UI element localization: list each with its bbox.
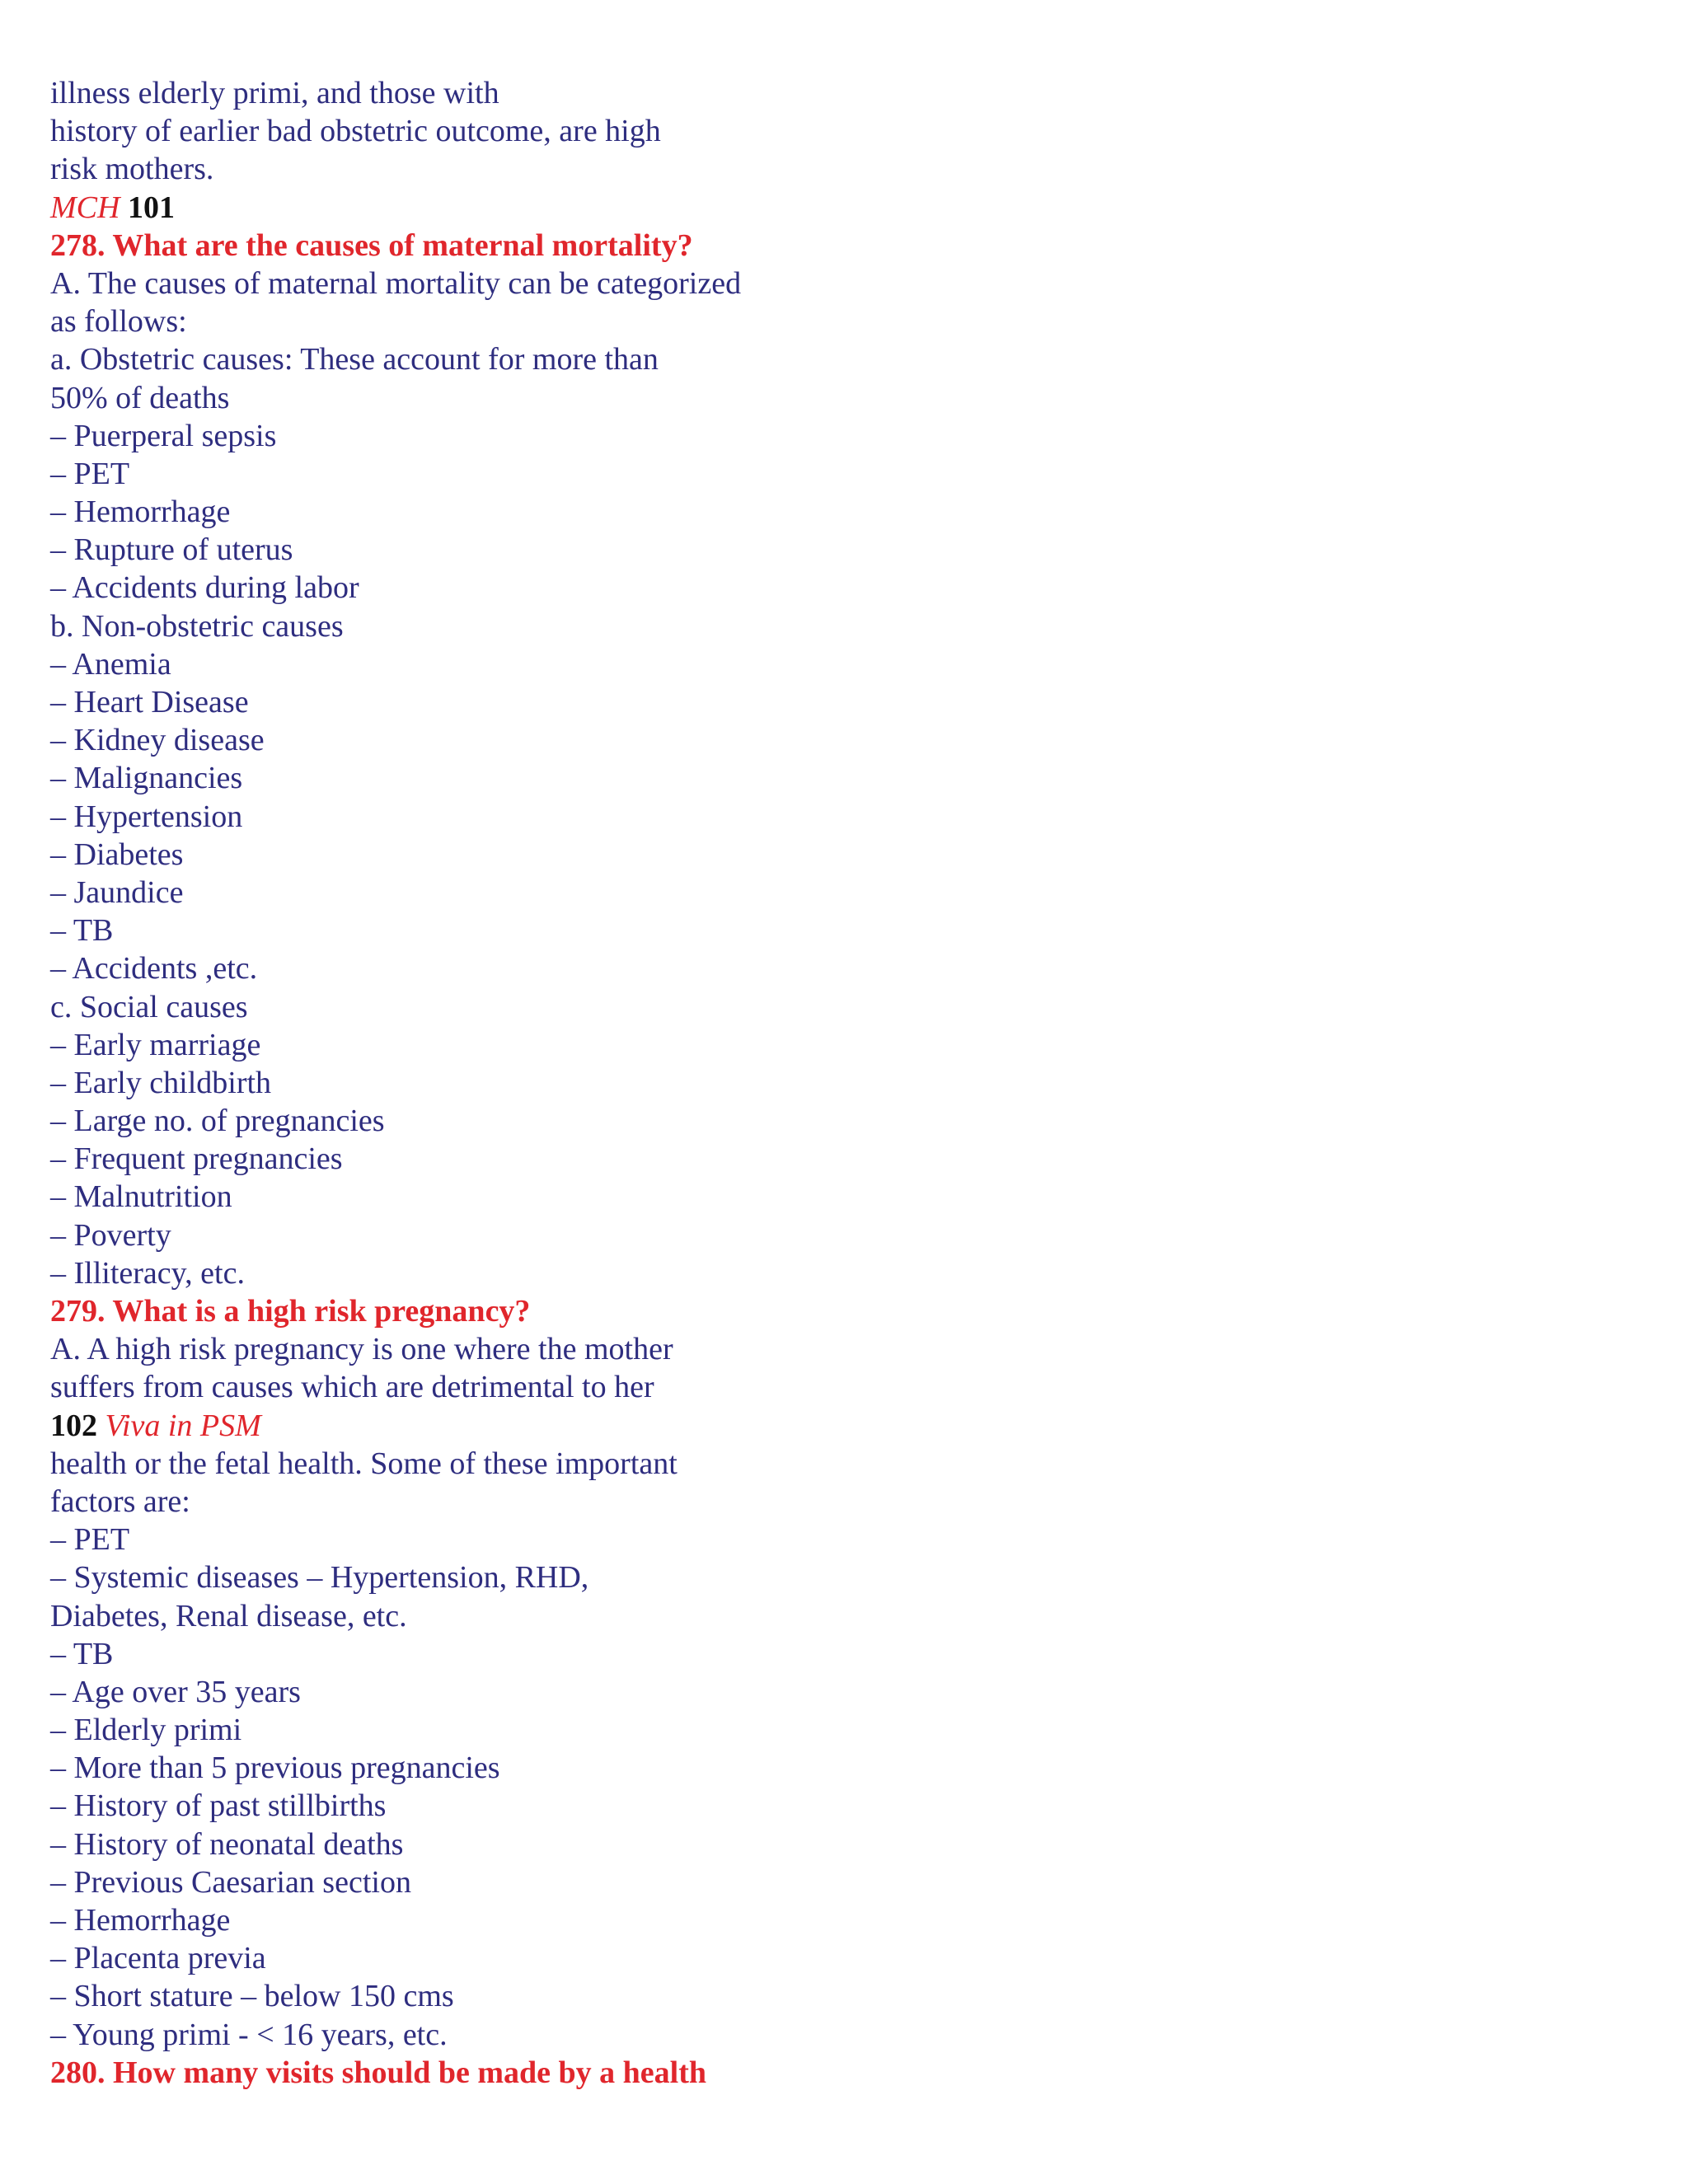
- list-item: – PET: [50, 456, 130, 491]
- list-item: – Early marriage: [50, 1027, 261, 1062]
- text-line: as follows:: [50, 304, 187, 340]
- running-head-mch: [50, 189, 1616, 227]
- text-line: history of earlier bad obstetric outcome, are high: [50, 114, 661, 149]
- text-line: b. Non-obstetric causes: [50, 608, 344, 644]
- list-item: – Elderly primi: [50, 1713, 242, 1748]
- list-item: – TB: [50, 1636, 114, 1671]
- running-head-title: Viva in PSM: [105, 1408, 261, 1443]
- text-line: risk mothers.: [50, 152, 214, 187]
- list-item: – Heart Disease: [50, 685, 249, 719]
- text-line: a. Obstetric causes: These account for more than: [50, 342, 659, 377]
- list-item: – Kidney disease: [50, 723, 265, 758]
- list-item: – Short stature – below 150 cms: [50, 1979, 454, 2014]
- list-item: – History of neonatal deaths: [50, 1826, 404, 1862]
- question-279-heading: 279. What is a high risk pregnancy?: [50, 1294, 531, 1329]
- list-item: – Poverty: [50, 1217, 171, 1253]
- list-item: – Diabetes: [50, 837, 184, 872]
- list-item: – Hemorrhage: [50, 1903, 231, 1938]
- list-item: – Anemia: [50, 646, 171, 682]
- list-item: – Placenta previa: [50, 1941, 266, 1976]
- list-item: – Hemorrhage: [50, 494, 231, 530]
- running-head-viva: [50, 1407, 1616, 1445]
- list-item: – History of past stillbirths: [50, 1788, 387, 1824]
- text-line: c. Social causes: [50, 989, 248, 1024]
- list-item: – Jaundice: [50, 874, 184, 910]
- text-line: suffers from causes which are detrimental to her: [50, 1370, 654, 1405]
- question-278-answer: [50, 265, 1616, 1292]
- list-item: – Hypertension: [50, 799, 243, 834]
- list-item: – PET: [50, 1522, 130, 1558]
- running-head-title: MCH: [50, 190, 120, 225]
- text-line: A. A high risk pregnancy is one where the mother: [50, 1332, 673, 1367]
- text-line: 50% of deaths: [50, 380, 230, 415]
- document-page: [50, 74, 1616, 2092]
- text-line: health or the fetal health. Some of these important: [50, 1446, 678, 1481]
- question-278-heading: 278. What are the causes of maternal mortality?: [50, 227, 693, 263]
- list-item: – Puerperal sepsis: [50, 418, 277, 453]
- question-279-answer-part-2: [50, 1445, 1616, 2054]
- list-item: – Rupture of uterus: [50, 532, 293, 568]
- text-line: illness elderly primi, and those with: [50, 76, 499, 110]
- list-item: – Malnutrition: [50, 1179, 232, 1215]
- list-item: – Previous Caesarian section: [50, 1864, 411, 1900]
- list-item: – Frequent pregnancies: [50, 1141, 343, 1177]
- list-item: – More than 5 previous pregnancies: [50, 1750, 500, 1786]
- list-item: – Malignancies: [50, 761, 243, 796]
- list-item: – Accidents during labor: [50, 570, 359, 606]
- page-number: 101: [127, 190, 175, 225]
- list-item: – Early childbirth: [50, 1065, 272, 1100]
- text-line: Diabetes, Renal disease, etc.: [50, 1598, 407, 1633]
- list-item: – Illiteracy, etc.: [50, 1255, 245, 1291]
- page-number: 102: [50, 1408, 97, 1443]
- list-item: – Accidents ,etc.: [50, 951, 258, 987]
- question-279-answer-part-1: [50, 1330, 1616, 1406]
- list-item: – Systemic diseases – Hypertension, RHD,: [50, 1560, 589, 1596]
- list-item: – Large no. of pregnancies: [50, 1104, 385, 1139]
- text-line: A. The causes of maternal mortality can be categorized: [50, 265, 742, 301]
- list-item: – Young primi - < 16 years, etc.: [50, 2017, 448, 2052]
- intro-paragraph: [50, 74, 1616, 189]
- list-item: – TB: [50, 913, 114, 949]
- text-line: factors are:: [50, 1483, 190, 1519]
- question-280-heading: 280. How many visits should be made by a health: [50, 2055, 707, 2090]
- list-item: – Age over 35 years: [50, 1674, 301, 1709]
